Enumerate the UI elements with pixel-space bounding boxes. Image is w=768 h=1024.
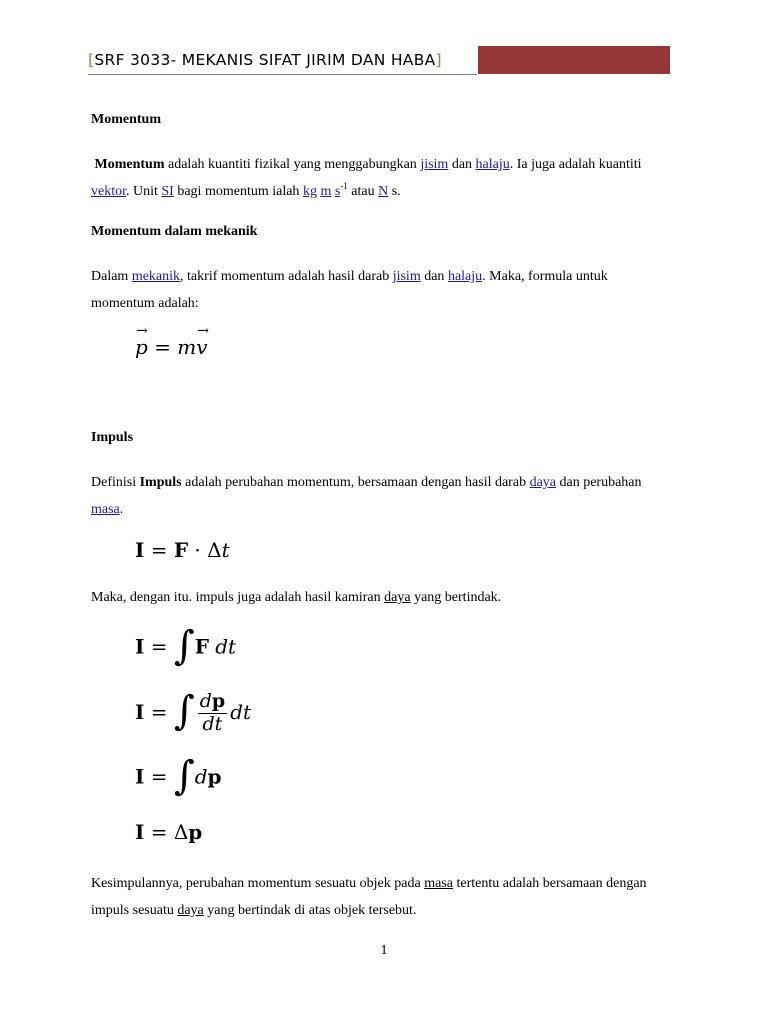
text: . xyxy=(119,502,124,517)
underlined-masa: masa xyxy=(424,876,453,891)
heading-momentum-mekanik: Momentum dalam mekanik xyxy=(91,224,258,239)
text: adalah perubahan momentum, bersamaan dengan hasil darab xyxy=(181,475,530,490)
formula-d: d xyxy=(194,764,208,789)
page-header xyxy=(88,46,670,74)
text: bagi momentum ialah xyxy=(173,184,303,199)
formula-I: I xyxy=(135,699,145,724)
text: dan xyxy=(448,157,476,172)
header-bracket-open: [ xyxy=(88,51,95,69)
link-m[interactable]: m xyxy=(320,184,332,199)
formula-equals: = xyxy=(144,699,174,724)
text: yang bertindak di atas objek tersebut. xyxy=(203,903,417,918)
header-title-text: SRF 3033- MEKANIS SIFAT JIRIM DAN HABA xyxy=(94,51,436,69)
link-jisim[interactable]: jisim xyxy=(420,157,449,172)
link-mekanik[interactable]: mekanik xyxy=(131,269,181,284)
formula-momentum: → p = m → v xyxy=(135,323,209,359)
formula-I: I xyxy=(135,820,145,844)
formula-equals: = xyxy=(144,820,174,844)
link-masa[interactable]: masa xyxy=(91,502,120,517)
text: s. xyxy=(388,184,401,199)
formula-impuls-1 xyxy=(135,538,230,562)
formula-dt: dt xyxy=(202,712,223,735)
text: dan xyxy=(420,269,448,284)
formula-equals: = xyxy=(144,634,174,659)
heading-momentum: Momentum xyxy=(91,112,161,127)
formula-delta: Δ xyxy=(207,538,222,562)
header-color-bar xyxy=(478,46,670,74)
link-daya[interactable]: daya xyxy=(529,475,556,490)
formula-F: F xyxy=(194,634,209,659)
formula-equals: = xyxy=(147,335,178,359)
formula-impuls-3 xyxy=(135,688,251,735)
formula-p: p xyxy=(211,690,226,712)
text: tertentu adalah bersamaan dengan impuls sesuatu xyxy=(91,876,647,918)
formula-dt: dt xyxy=(230,699,251,724)
formula-dt: dt xyxy=(215,634,237,659)
formula-equals: = xyxy=(144,764,174,789)
formula-t: t xyxy=(221,538,230,562)
text: . Unit xyxy=(126,184,162,199)
formula-p: p xyxy=(188,820,203,844)
formula-I: I xyxy=(135,634,145,659)
header-title xyxy=(88,46,477,75)
underlined-daya: daya xyxy=(384,590,411,605)
text: Maka, dengan itu. impuls juga adalah hasil kamiran xyxy=(91,590,385,605)
integral-sign: ∫ xyxy=(173,623,195,669)
formula-impuls-5 xyxy=(135,820,202,844)
superscript: -1 xyxy=(340,181,348,191)
heading-impuls: Impuls xyxy=(91,430,134,445)
text: , takrif momentum adalah hasil darab xyxy=(180,269,393,284)
formula-equals: = xyxy=(144,538,174,562)
text: adalah kuantiti fizikal yang menggabungkan xyxy=(164,157,421,172)
formula-p: p xyxy=(135,335,148,359)
link-jisim[interactable]: jisim xyxy=(392,269,421,284)
text: Definisi xyxy=(91,475,140,490)
link-n[interactable]: N xyxy=(378,184,389,199)
underlined-daya: daya xyxy=(177,903,204,918)
formula-impuls-2 xyxy=(135,623,237,669)
formula-p: p xyxy=(207,764,222,789)
formula-I: I xyxy=(135,538,145,562)
formula-dot: · xyxy=(188,538,208,562)
formula-impuls-4 xyxy=(135,753,222,799)
link-s[interactable]: s xyxy=(334,184,341,199)
paragraph-impuls-definition xyxy=(91,469,671,523)
formula-d: d xyxy=(199,690,212,712)
text: Kesimpulannya, perubahan momentum sesuatu objek pada xyxy=(91,876,425,891)
page-number: 1 xyxy=(380,943,388,958)
formula-I: I xyxy=(135,764,145,789)
link-kg[interactable]: kg xyxy=(302,184,317,199)
bold-impuls: Impuls xyxy=(139,475,182,490)
text: yang bertindak. xyxy=(410,590,502,605)
integral-sign: ∫ xyxy=(173,688,195,735)
link-vektor[interactable]: vektor xyxy=(91,184,126,199)
formula-m: m xyxy=(177,335,197,359)
text: atau xyxy=(347,184,379,199)
paragraph-mekanik xyxy=(91,263,671,317)
paragraph-impuls-kamiran xyxy=(91,584,671,611)
text: . Maka, formula untuk momentum adalah: xyxy=(91,269,608,311)
text: . Ia juga adalah kuantiti xyxy=(509,157,642,172)
link-halaju[interactable]: halaju xyxy=(447,269,483,284)
paragraph-kesimpulan xyxy=(91,870,671,924)
formula-v: v xyxy=(196,335,208,359)
link-si[interactable]: SI xyxy=(161,184,174,199)
formula-F: F xyxy=(173,538,189,562)
formula-delta: Δ xyxy=(173,820,189,844)
bold-momentum: Momentum xyxy=(94,157,165,172)
text: Dalam xyxy=(91,269,132,284)
fraction-dp-dt xyxy=(198,692,227,735)
link-halaju[interactable]: halaju xyxy=(475,157,510,172)
header-bracket-close: ] xyxy=(435,51,442,69)
paragraph-momentum-definition xyxy=(91,151,671,205)
integral-sign: ∫ xyxy=(173,753,195,799)
text: dan perubahan xyxy=(556,475,642,490)
